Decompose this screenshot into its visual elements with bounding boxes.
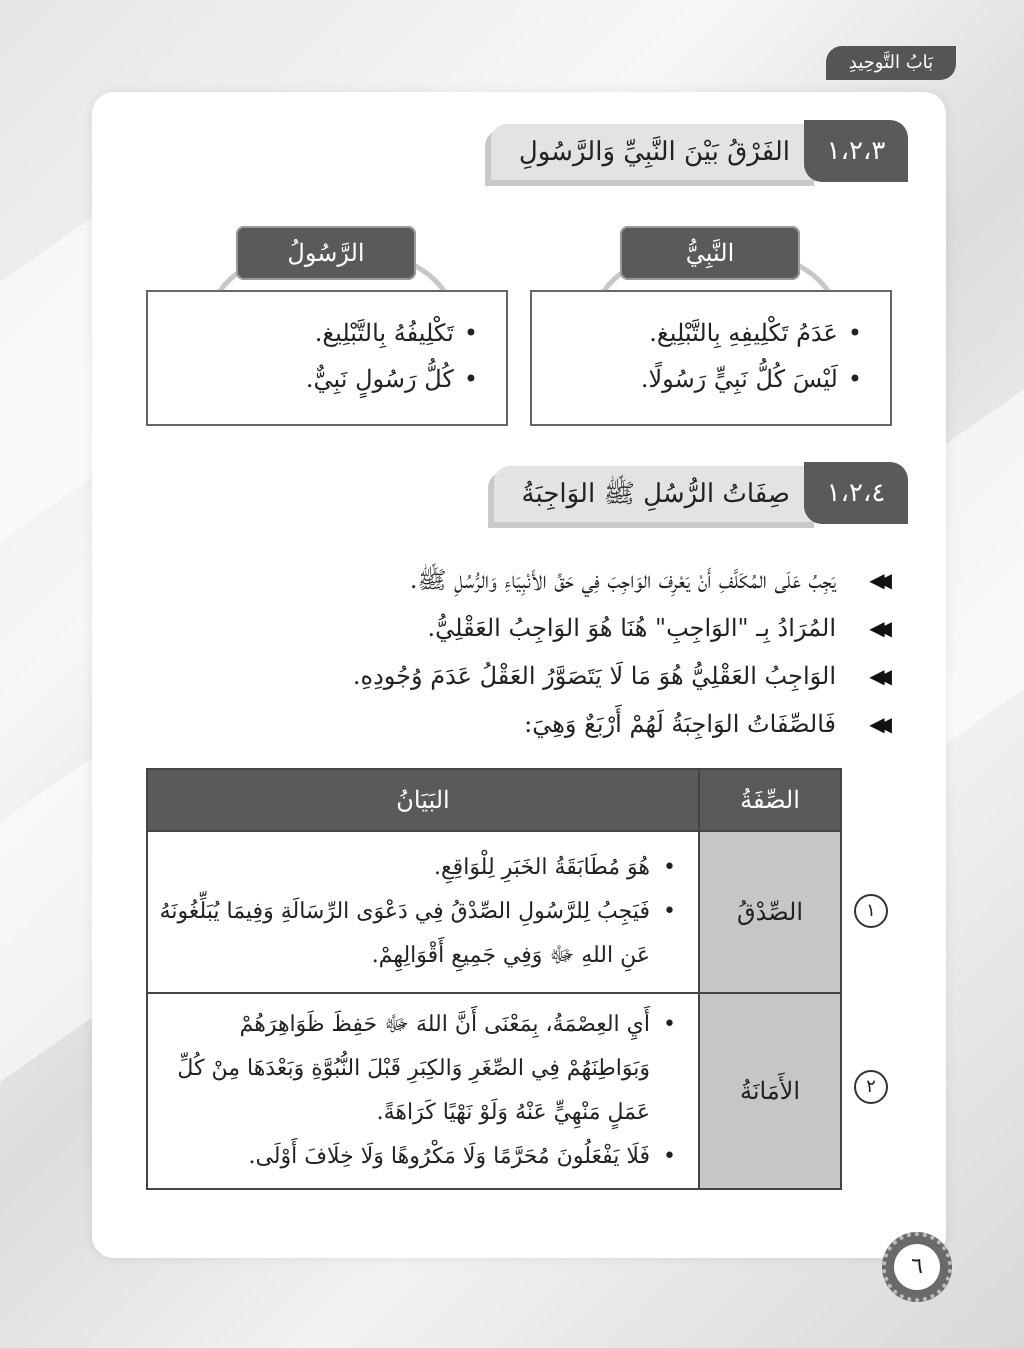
section-title: الفَرْقُ بَيْنَ النَّبِيِّ وَالرَّسُولِ xyxy=(491,124,820,180)
list-item: • هُوَ مُطَابَقَةُ الخَبَرِ لِلْوَاقِعِ. xyxy=(156,846,676,890)
section-title: صِفَاتُ الرُّسُلِ ﷺ الوَاجِبَةُ xyxy=(494,466,820,522)
section-number: ١،٢،٤ xyxy=(804,462,908,524)
section-number: ١،٢،٣ xyxy=(804,120,908,182)
rasul-title: الرَّسُولُ xyxy=(236,226,416,280)
list-item xyxy=(144,700,884,748)
rasul-box xyxy=(146,290,508,426)
header-description: البَيَانُ xyxy=(147,769,699,831)
point-text: فَالصِّفَاتُ الوَاجِبَةُ لَهُمْ أَرْبَعٌ وَهِيَ: xyxy=(524,710,836,738)
double-arrow-icon: ◀◀ xyxy=(869,664,884,688)
table-row xyxy=(147,993,841,1189)
nabi-list xyxy=(532,292,890,402)
list-item: • فَيَجِبُ لِلرَّسُولِ الصِّدْقُ فِي دَعْوَى الرِّسَالَةِ وَفِيمَا يُبَلِّغُونَهُ عَنِ اللهِ ﷻ وَفِي جَمِيعِ أَقْوَالِهِمْ. xyxy=(156,890,676,978)
nabi-title: النَّبِيُّ xyxy=(620,226,800,280)
row-number-badge: ١ xyxy=(854,894,888,928)
list-item: • عَدَمُ تَكْلِيفِهِ بِالتَّبْلِيغ. xyxy=(532,310,862,356)
section-heading-2 xyxy=(508,462,908,528)
table-header-row xyxy=(147,769,841,831)
rasul-list xyxy=(148,292,506,402)
list-item: • فَلَا يَفْعَلُونَ مُحَرَّمًا وَلَا مَكْرُوهًا وَلَا خِلَافَ أَوْلَى. xyxy=(156,1135,676,1179)
list-item xyxy=(144,556,884,604)
attribute-name: الصِّدْقُ xyxy=(699,831,841,993)
nabi-box xyxy=(530,290,892,426)
row-number-badge: ٢ xyxy=(854,1070,888,1104)
double-arrow-icon: ◀◀ xyxy=(869,712,884,736)
chapter-tab: بَابُ التَّوحِيدِ xyxy=(826,46,956,80)
attribute-description xyxy=(147,993,699,1189)
table-row xyxy=(147,831,841,993)
points-list xyxy=(144,556,884,748)
list-item: • أَيِ العِصْمَةُ، بِمَعْنَى أَنَّ اللهَ ﷻ حَفِظَ ظَوَاهِرَهُمْ وَبَوَاطِنَهُمْ فِي الصِّغَرِ وَالكِبَرِ قَبْلَ النُّبُوَّةِ وَبَعْدَهَا مِنْ كُلِّ عَمَلٍ مَنْهِيٍّ عَنْهُ وَلَوْ نَهْيًا كَرَاهَةً. xyxy=(156,1003,676,1135)
double-arrow-icon: ◀◀ xyxy=(869,616,884,640)
section-heading-1 xyxy=(508,120,908,186)
page-number: ٦ xyxy=(894,1244,940,1290)
attribute-name: الأَمَانَةُ xyxy=(699,993,841,1189)
point-text: الوَاجِبُ العَقْلِيُّ هُوَ مَا لَا يَتَصَوَّرُ العَقْلُ عَدَمَ وُجُودِهِ. xyxy=(352,662,836,690)
list-item xyxy=(144,652,884,700)
attribute-description xyxy=(147,831,699,993)
page-number-badge xyxy=(882,1232,952,1302)
point-text: المُرَادُ بِـ "الوَاجِبِ" هُنَا هُوَ الوَاجِبُ العَقْلِيُّ. xyxy=(427,614,836,642)
list-item: • لَيْسَ كُلُّ نَبِيٍّ رَسُولًا. xyxy=(532,356,862,402)
list-item: • تَكْلِيفُهُ بِالتَّبْلِيغ. xyxy=(148,310,478,356)
attributes-table xyxy=(146,768,842,1190)
point-text: يَجِبُ عَلَى المُكَلَّفِ أَنْ يَعْرِفَ الوَاجِبَ فِي حَقِّ الأَنْبِيَاءِ وَالرُّسُلِ ﷺ. xyxy=(409,566,836,594)
list-item: • كُلُّ رَسُولٍ نَبِيٌّ. xyxy=(148,356,478,402)
double-arrow-icon: ◀◀ xyxy=(869,568,884,592)
list-item xyxy=(144,604,884,652)
header-attribute: الصِّفَةُ xyxy=(699,769,841,831)
